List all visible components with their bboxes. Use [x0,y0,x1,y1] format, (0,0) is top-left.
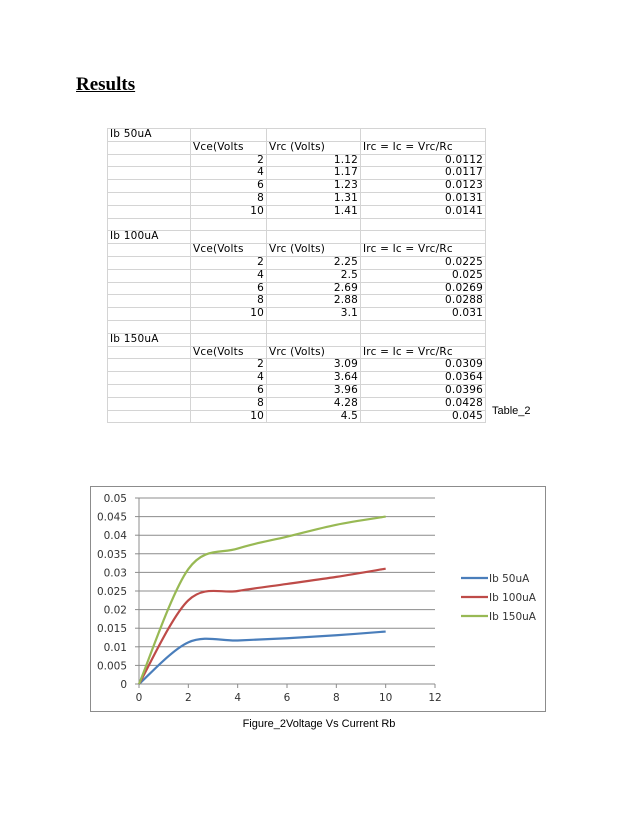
results-table [107,128,486,423]
table-cell: 1.12 [267,154,361,167]
y-tick-label: 0.01 [103,641,127,654]
empty-cell [267,333,361,346]
empty-cell [108,295,191,308]
table-cell: 6 [191,180,267,193]
empty-cell [108,205,191,218]
empty-cell [108,180,191,193]
table-cell: 3.64 [267,372,361,385]
empty-cell [361,129,486,142]
table-cell: 8 [191,397,267,410]
table-row [108,256,486,269]
x-tick-label: 2 [184,692,192,704]
empty-cell [108,410,191,423]
empty-cell [108,282,191,295]
column-header: Vce(Volts [191,346,267,359]
table-row [108,282,486,295]
empty-cell [108,256,191,269]
x-tick-label: 6 [283,692,291,704]
group-label: Ib 150uA [108,333,191,346]
column-header: Vce(Volts [191,141,267,154]
empty-cell [361,320,486,333]
group-label-row [108,333,486,346]
group-label: Ib 100uA [108,231,191,244]
figure-caption: Figure_2Voltage Vs Current Rb [242,718,396,730]
table-cell: 4 [191,167,267,180]
column-header: Vrc (Volts) [267,141,361,154]
table-cell: 2.25 [267,256,361,269]
x-tick-label: 10 [378,692,393,704]
empty-cell [108,359,191,372]
empty-cell [267,320,361,333]
table-cell: 0.0131 [361,192,486,205]
table-cell: 0.031 [361,308,486,321]
table-cell: 4.28 [267,397,361,410]
table-cell: 0.0141 [361,205,486,218]
empty-cell [191,129,267,142]
x-tick-label: 8 [332,692,340,704]
empty-cell [108,308,191,321]
group-label: Ib 50uA [108,129,191,142]
empty-cell [108,167,191,180]
table-cell: 0.0225 [361,256,486,269]
table-row [108,205,486,218]
spacer-row [108,218,486,231]
column-header: Irc = Ic = Vrc/Rc [361,346,486,359]
y-tick-label: 0.03 [103,567,127,580]
table-cell: 6 [191,282,267,295]
table-cell: 1.17 [267,167,361,180]
series-line [139,569,386,684]
table-cell: 0.0117 [361,167,486,180]
table-cell: 10 [191,410,267,423]
table-row [108,384,486,397]
column-header: Vrc (Volts) [267,346,361,359]
table-cell: 2 [191,256,267,269]
legend-label: Ib 50uA [489,573,530,585]
empty-cell [108,320,191,333]
empty-cell [108,192,191,205]
empty-cell [108,218,191,231]
table-caption: Table_2 [492,405,531,417]
voltage-current-chart [90,486,546,712]
table-row [108,359,486,372]
table-cell: 4 [191,372,267,385]
column-header: Vce(Volts [191,244,267,257]
table-cell: 2.69 [267,282,361,295]
empty-cell [191,218,267,231]
y-tick-label: 0.005 [96,660,127,673]
empty-cell [108,346,191,359]
table-cell: 0.045 [361,410,486,423]
empty-cell [108,269,191,282]
spacer-row [108,320,486,333]
empty-cell [108,154,191,167]
empty-cell [267,218,361,231]
table-cell: 0.0112 [361,154,486,167]
column-header: Vrc (Volts) [267,244,361,257]
table-cell: 0.0309 [361,359,486,372]
table-row [108,269,486,282]
table-cell: 6 [191,384,267,397]
table-cell: 0.0428 [361,397,486,410]
empty-cell [108,372,191,385]
table-cell: 10 [191,308,267,321]
y-tick-label: 0.02 [103,604,127,617]
table-row [108,410,486,423]
table-cell: 10 [191,205,267,218]
column-header: Irc = Ic = Vrc/Rc [361,141,486,154]
empty-cell [108,244,191,257]
empty-cell [191,320,267,333]
series-line [139,632,386,684]
table-cell: 0.0364 [361,372,486,385]
y-tick-label: 0.035 [96,548,127,561]
table-cell: 2.88 [267,295,361,308]
y-tick-label: 0.04 [103,530,127,543]
empty-cell [108,397,191,410]
table-row [108,180,486,193]
y-tick-label: 0.015 [96,623,127,636]
table-cell: 1.41 [267,205,361,218]
series-line [139,517,386,684]
table-cell: 0.0396 [361,384,486,397]
table-row [108,308,486,321]
empty-cell [108,384,191,397]
table-row [108,397,486,410]
empty-cell [361,218,486,231]
group-header-row [108,244,486,257]
table-cell: 3.1 [267,308,361,321]
results-heading: Results [76,74,136,95]
x-tick-label: 12 [428,692,442,704]
table-cell: 4 [191,269,267,282]
table-cell: 1.23 [267,180,361,193]
empty-cell [267,129,361,142]
table-cell: 1.31 [267,192,361,205]
group-header-row [108,346,486,359]
empty-cell [191,333,267,346]
group-header-row [108,141,486,154]
group-label-row [108,129,486,142]
y-tick-label: 0 [120,679,127,691]
table-cell: 2 [191,359,267,372]
empty-cell [361,333,486,346]
empty-cell [361,231,486,244]
table-cell: 4.5 [267,410,361,423]
table-row [108,295,486,308]
table-cell: 2.5 [267,269,361,282]
y-tick-label: 0.025 [96,586,127,598]
table-row [108,167,486,180]
legend-label: Ib 100uA [489,592,536,604]
column-header: Irc = Ic = Vrc/Rc [361,244,486,257]
x-tick-label: 4 [234,692,242,704]
table-cell: 8 [191,295,267,308]
empty-cell [108,141,191,154]
table-row [108,154,486,167]
table-cell: 3.96 [267,384,361,397]
y-tick-label: 0.045 [96,511,127,524]
x-tick-label: 0 [135,692,143,704]
table-cell: 0.025 [361,269,486,282]
group-label-row [108,231,486,244]
empty-cell [267,231,361,244]
y-tick-label: 0.05 [103,493,127,505]
table-cell: 0.0288 [361,295,486,308]
table-cell: 0.0269 [361,282,486,295]
table-cell: 2 [191,154,267,167]
table-cell: 3.09 [267,359,361,372]
table-cell: 8 [191,192,267,205]
table-row [108,192,486,205]
table-row [108,372,486,385]
empty-cell [191,231,267,244]
table-cell: 0.0123 [361,180,486,193]
legend-label: Ib 150uA [489,611,536,623]
